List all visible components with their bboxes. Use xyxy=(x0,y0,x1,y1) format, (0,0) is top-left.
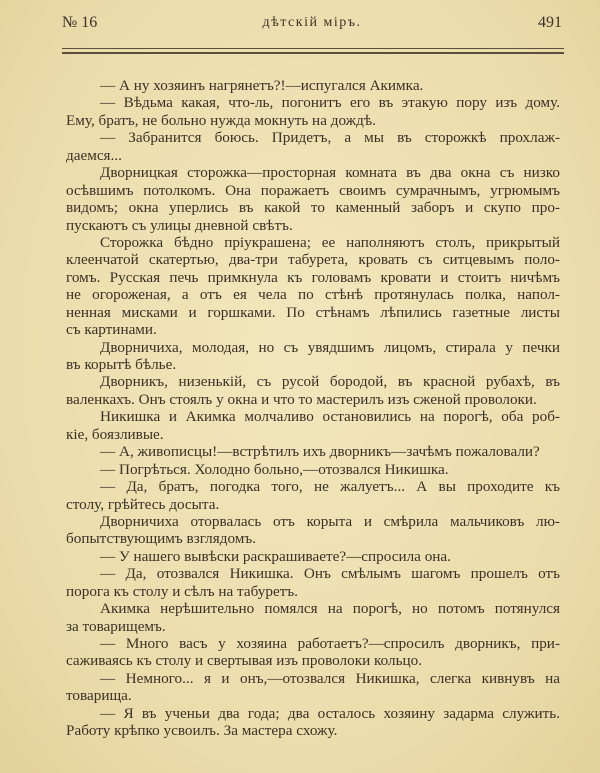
text-line: гомъ. Русская печь примкнула къ головамъ кровати и стоитъ ничѣмъ xyxy=(66,268,560,286)
text-line: кіе, боязливые. xyxy=(66,425,164,443)
text-line: — Я въ ученьи два года; два осталось хозяину задарма служить. xyxy=(100,704,560,722)
header-rule-bottom xyxy=(62,52,564,54)
page-number: 491 xyxy=(538,14,562,31)
text-line: съ картинами. xyxy=(66,321,157,339)
text-line: Дворничиха оторвалась отъ корыта и смѣрила мальчиковъ лю- xyxy=(100,512,560,530)
running-header xyxy=(62,14,562,38)
text-line: — Много васъ у хозяина работаетъ?—спросилъ дворникъ, при- xyxy=(100,635,560,652)
text-line: Акимка нерѣшительно помялся на порогѣ, но потомъ потянулся xyxy=(100,600,560,618)
text-line: — А ну хозяинъ нагрянетъ?!—испугался Акимка. xyxy=(100,77,424,94)
text-line: порога къ столу и сѣлъ на табуретъ. xyxy=(66,582,298,600)
text-line: саживаясь къ столу и свертывая изъ проволоки кольцо. xyxy=(66,652,423,670)
issue-number: № 16 xyxy=(62,14,98,31)
text-line: Дворникъ, низенькій, съ русой бородой, въ красной рубахѣ, въ xyxy=(100,373,560,391)
text-line: видомъ; окна уперлись въ какой то каменный заборъ и скупо про- xyxy=(66,199,560,217)
text-line: — У нашего вывѣски раскрашиваете?—спросила она. xyxy=(100,547,451,565)
text-line: Дворницкая сторожка—просторная комната въ два окна съ низко xyxy=(100,164,560,182)
text-line: бопытствующимъ взглядомъ. xyxy=(66,530,257,548)
text-line: за товарищемъ. xyxy=(66,617,166,635)
body-text xyxy=(66,77,560,740)
text-line: — Да, отозвался Никишка. Онъ смѣлымъ шагомъ прошелъ отъ xyxy=(100,565,560,583)
text-line: — Да, братъ, погодка того, не жалуетъ... А вы проходите къ xyxy=(100,478,560,496)
text-line: даемся... xyxy=(66,146,122,164)
journal-title: дѣтскій міръ. xyxy=(262,15,362,30)
text-line: клеенчатой скатертью, два-три табурета, кровать съ ситцевымъ поло- xyxy=(66,251,560,269)
text-line: Дворничиха, молодая, но съ увядшимъ лицомъ, стирала у печки xyxy=(100,338,560,356)
text-line: Сторожка бѣдно пріукрашена; ее наполняютъ столъ, прикрытый xyxy=(100,233,560,251)
text-line: не огороженая, а отъ ея чела по стѣнѣ протянулась полка, напол- xyxy=(66,286,560,304)
text-line: Ему, братъ, не больно нужда мокнуть на дождѣ. xyxy=(66,111,376,129)
header-rule-top xyxy=(62,48,564,49)
text-line: — Немного... я и онъ,—отозвался Никишка, слегка кивнувъ на xyxy=(100,669,560,687)
text-line: — Забранится боюсь. Придетъ, а мы въ сторожкѣ прохлаж- xyxy=(100,129,560,147)
text-line: товарища. xyxy=(66,687,132,705)
text-line: въ корытѣ бѣлье. xyxy=(66,356,177,373)
text-line: — А, живописцы!—встрѣтилъ ихъ дворникъ—зачѣмъ пожаловали? xyxy=(100,443,540,461)
text-line: Работу крѣпко усвоилъ. За мастера схожу. xyxy=(66,722,338,740)
text-line: ненная мисками и горшками. По стѣнамъ лѣпились газетные листы xyxy=(66,303,560,321)
text-line: столу, грѣйтесь досыта. xyxy=(66,495,220,513)
text-line: осѣвшимъ потолкомъ. Она поражаетъ своимъ сумрачнымъ, угрюмымъ xyxy=(66,181,560,199)
text-line: Никишка и Акимка молчаливо остановились на порогѣ, оба роб- xyxy=(100,408,560,426)
text-line: — Погрѣться. Холодно больно,—отозвался Никишка. xyxy=(100,460,449,478)
text-line: — Вѣдьма какая, что-ль, погонитъ его въ этакую пору изъ дому. xyxy=(100,94,560,112)
text-line: пускаютъ съ улицы дневной свѣтъ. xyxy=(66,216,293,234)
text-line: валенкахъ. Онъ стоялъ у окна и что то мастерилъ изъ сженой проволоки. xyxy=(66,390,537,408)
